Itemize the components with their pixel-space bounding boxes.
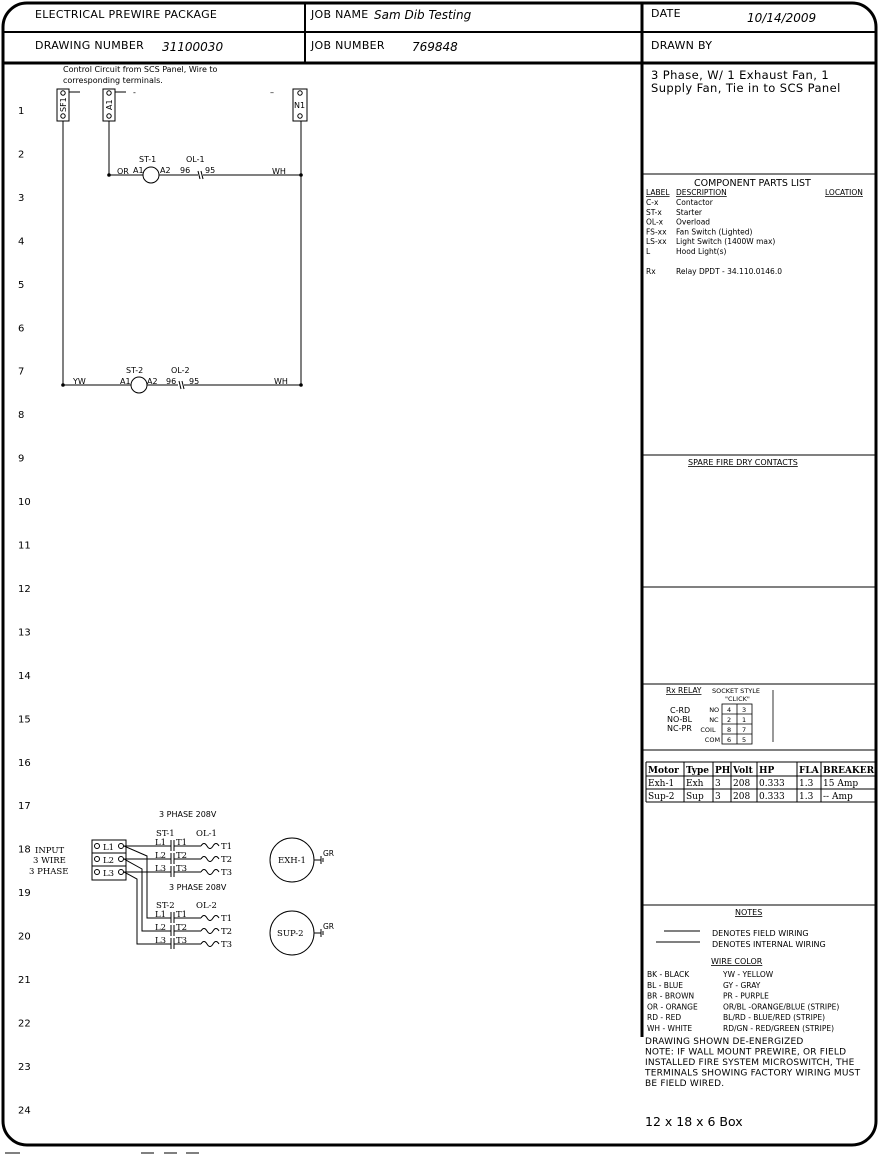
- rung1-starter: ST-1: [139, 155, 157, 164]
- line-label: L2: [155, 923, 167, 933]
- row-number: 11: [18, 540, 31, 552]
- motor-table-cell: 1.3: [799, 792, 814, 802]
- components-title: COMPONENT PARTS LIST: [694, 178, 811, 189]
- row-number: 3: [18, 192, 25, 204]
- rung2-starter: ST-2: [126, 366, 144, 375]
- load-label: T3: [176, 864, 188, 874]
- ground-sup-label: GR: [323, 922, 335, 931]
- relay-row-name: NO: [709, 706, 720, 714]
- relay-socket-style: SOCKET STYLE: [712, 687, 760, 695]
- spare-contacts-title: SPARE FIRE DRY CONTACTS: [688, 458, 798, 467]
- motor-table-cell: 0.333: [759, 792, 785, 802]
- component-label: LS-xx: [646, 237, 667, 247]
- components-col-label: LABEL: [646, 188, 670, 197]
- supply-bottom: 3 PHASE 208V: [169, 883, 227, 892]
- row-number: 7: [18, 366, 25, 378]
- row-number: 8: [18, 410, 25, 422]
- row-number: 17: [18, 801, 31, 813]
- control-note-line-1: Control Circuit from SCS Panel, Wire to: [63, 65, 218, 74]
- job-number: 769848: [412, 40, 458, 54]
- rung2-a2: A2: [147, 377, 158, 386]
- rung1-wire-right: WH: [272, 167, 286, 176]
- ol2-label: OL-2: [196, 901, 217, 911]
- relay-left-3: NC-PR: [667, 724, 692, 733]
- motor-table-header: BREAKER: [823, 766, 875, 776]
- component-label: ST-x: [646, 207, 662, 217]
- rung2-contact-95: 95: [189, 377, 200, 386]
- st2-label: ST-2: [156, 901, 175, 911]
- row-number: 18: [18, 844, 31, 856]
- box-size: 12 x 18 x 6 Box: [645, 1114, 743, 1129]
- wire-color-left: WH - WHITE: [647, 1024, 693, 1033]
- bottom-note-line: DRAWING SHOWN DE-ENERGIZED: [645, 1037, 804, 1047]
- relay-row-name: NC: [709, 716, 719, 724]
- row-number: 2: [18, 149, 25, 161]
- row-number: 22: [18, 1018, 31, 1030]
- bottom-note-line: INSTALLED FIRE SYSTEM MICROSWITCH, THE: [645, 1058, 855, 1068]
- drawing-number-label: DRAWING NUMBER: [35, 39, 145, 52]
- terminal-a1-dash: -: [133, 88, 136, 97]
- job-number-label: JOB NUMBER: [311, 39, 385, 52]
- component-description: Relay DPDT - 34.110.0146.0: [676, 267, 782, 276]
- row-number: 13: [18, 627, 31, 639]
- component-label: C-x: [646, 198, 659, 207]
- component-description: Light Switch (1400W max): [676, 237, 776, 247]
- line-label: L2: [155, 851, 167, 861]
- overload-terminal-label: T1: [221, 914, 233, 924]
- control-note-line-2: corresponding terminals.: [63, 76, 163, 85]
- input-label-3: 3 PHASE: [29, 867, 69, 877]
- wire-color-left: OR - ORANGE: [647, 1002, 698, 1012]
- ol1-label: OL-1: [196, 829, 217, 839]
- control-circuit: [57, 89, 307, 393]
- drawing-number: 31100030: [162, 40, 224, 54]
- wire-color-left: BR - BROWN: [647, 991, 695, 1001]
- terminal-n1-dash: –: [270, 88, 274, 97]
- component-description: Hood Light(s): [676, 247, 727, 256]
- relay-pin-b: 5: [742, 736, 747, 744]
- motor-table-cell: Sup-2: [648, 792, 675, 802]
- motor-table-header: Volt: [733, 766, 753, 776]
- drawn-by-label: DRAWN BY: [651, 39, 713, 52]
- motor-table-cell: 15 Amp: [823, 779, 859, 789]
- wire-color-left: RD - RED: [647, 1013, 682, 1023]
- relay-pin-b: 7: [742, 726, 747, 734]
- title-block-grid: [3, 3, 876, 1037]
- relay-rows: [700, 706, 746, 744]
- input-label-2: 3 WIRE: [33, 856, 66, 866]
- package-title: ELECTRICAL PREWIRE PACKAGE: [35, 8, 218, 21]
- input-terminal-l3: L3: [103, 869, 115, 879]
- motor-table-cell: 1.3: [799, 779, 814, 789]
- components-col-location: LOCATION: [825, 188, 863, 197]
- job-name-label: JOB NAME: [311, 8, 369, 21]
- bottom-note-line: TERMINALS SHOWING FACTORY WIRING MUST: [645, 1068, 861, 1079]
- motor-table-cell: 208: [733, 779, 751, 789]
- overload-terminal-label: T3: [221, 940, 233, 950]
- wire-color-left: BK - BLACK: [647, 970, 690, 979]
- motor-sup-label: SUP-2: [277, 929, 304, 939]
- motor-table-cell: Exh: [686, 779, 704, 789]
- load-label: T1: [176, 838, 188, 848]
- ground-exh-label: GR: [323, 849, 335, 858]
- line-label: L3: [155, 936, 167, 946]
- wire-color-right: BL/RD - BLUE/RED (STRIPE): [723, 1013, 826, 1023]
- wire-color-title: WIRE COLOR: [711, 957, 763, 966]
- relay-pin-a: 4: [727, 706, 732, 714]
- description-line-2: Supply Fan, Tie in to SCS Panel: [651, 81, 841, 95]
- overload-terminal-label: T2: [221, 927, 233, 937]
- motor-table-header: Type: [686, 766, 709, 776]
- terminal-a1-label: A1: [105, 99, 114, 110]
- bottom-note: [644, 1037, 861, 1089]
- relay-pin-a: 6: [727, 736, 732, 744]
- component-description: Contactor: [676, 198, 713, 207]
- st1-line-labels: [155, 838, 232, 950]
- relay-row-name: COIL: [700, 726, 716, 734]
- job-name: Sam Dib Testing: [374, 8, 472, 22]
- relay-socket-type: "CLICK": [725, 695, 750, 703]
- relay-pin-a: 2: [727, 716, 732, 724]
- overload-terminal-label: T2: [221, 855, 233, 865]
- rung2-contact-96: 96: [166, 377, 177, 386]
- row-number: 5: [18, 279, 25, 291]
- row-number: 9: [18, 453, 25, 465]
- component-description: Fan Switch (Lighted): [676, 227, 753, 237]
- motor-table-cell: 3: [715, 792, 721, 802]
- load-label: T3: [176, 936, 188, 946]
- motor-table-cell: -- Amp: [823, 792, 853, 802]
- rung1-contact-96: 96: [180, 166, 191, 175]
- wire-color-left: BL - BLUE: [647, 980, 683, 990]
- load-label: T2: [176, 923, 188, 933]
- relay-pin-b: 1: [742, 716, 747, 724]
- component-description: Overload: [676, 217, 711, 227]
- relay-row-name: COM: [704, 736, 721, 744]
- line-label: L1: [155, 910, 167, 920]
- rung1-overload: OL-1: [186, 155, 205, 164]
- rung2-overload: OL-2: [171, 366, 190, 375]
- rung1-wire-left: OR: [117, 167, 129, 176]
- relay-title: Rx RELAY: [666, 686, 702, 695]
- date-label: DATE: [651, 7, 681, 20]
- line-label: L1: [155, 838, 167, 848]
- junction-dots: [61, 173, 303, 387]
- rung1-contact-95: 95: [205, 166, 216, 175]
- motor-table-cell: Exh-1: [648, 779, 675, 789]
- relay-left-2: NO-BL: [667, 715, 693, 724]
- row-number: 6: [18, 323, 25, 335]
- row-number: 24: [18, 1105, 31, 1117]
- wire-color-right: OR/BL -ORANGE/BLUE (STRIPE): [723, 1002, 840, 1012]
- terminal-sf1-label: SF1: [59, 97, 68, 112]
- row-number: 19: [18, 888, 31, 900]
- motor-table-cell: Sup: [686, 792, 704, 802]
- rung1-a1: A1: [133, 166, 144, 175]
- wire-color-right: RD/GN - RED/GREEN (STRIPE): [723, 1024, 835, 1033]
- date-value: 10/14/2009: [747, 11, 817, 25]
- row-number: 15: [18, 714, 31, 726]
- row-number: 10: [18, 497, 31, 509]
- row-numbers: [18, 106, 31, 1116]
- row-number: 12: [18, 583, 31, 595]
- row-number: 21: [18, 975, 31, 986]
- motor-table-cell: 0.333: [759, 779, 785, 789]
- line-label: L3: [155, 864, 167, 874]
- motor-table: [646, 762, 875, 802]
- component-label: OL-x: [646, 217, 664, 227]
- components-col-description: DESCRIPTION: [676, 188, 727, 197]
- motor-table-header: Motor: [648, 766, 679, 776]
- component-description: Starter: [676, 207, 703, 217]
- row-number: 20: [18, 931, 31, 943]
- relay-pin-a: 8: [727, 726, 732, 734]
- overload-terminal-label: T1: [221, 842, 233, 852]
- motor-table-header: PH: [715, 766, 731, 776]
- wire-colors: [647, 970, 839, 1033]
- motor-table-header: FLA: [799, 766, 819, 776]
- rung2-wire-right: WH: [274, 377, 288, 386]
- wire-color-right: GY - GRAY: [723, 980, 761, 990]
- wire-color-right: PR - PURPLE: [723, 991, 769, 1001]
- st1-label: ST-1: [156, 829, 175, 839]
- rung1-a2: A2: [160, 166, 171, 175]
- supply-top: 3 PHASE 208V: [159, 810, 217, 819]
- relay-left-1: C-RD: [670, 706, 691, 715]
- component-label: FS-xx: [646, 227, 667, 237]
- notes-title: NOTES: [735, 908, 763, 917]
- load-label: T1: [176, 910, 188, 920]
- rung2-wire-left: YW: [73, 377, 86, 386]
- input-label-1: INPUT: [35, 846, 65, 856]
- overload-terminal-label: T3: [221, 868, 233, 878]
- row-number: 23: [18, 1061, 31, 1073]
- motor-table-cell: 208: [733, 792, 751, 802]
- row-number: 4: [18, 236, 25, 248]
- components-list: [646, 198, 782, 276]
- bottom-note-line: BE FIELD WIRED.: [645, 1079, 725, 1089]
- motor-table-header: HP: [759, 766, 775, 776]
- load-label: T2: [176, 851, 188, 861]
- relay-pin-b: 3: [742, 706, 747, 714]
- component-label: Rx: [646, 267, 656, 276]
- input-terminal-l2: L2: [103, 856, 115, 866]
- component-label: L: [646, 247, 651, 256]
- description-line-1: 3 Phase, W/ 1 Exhaust Fan, 1: [651, 68, 830, 82]
- rung2-a1: A1: [120, 377, 131, 386]
- field-wiring-text: DENOTES FIELD WIRING: [712, 929, 809, 938]
- internal-wiring-text: DENOTES INTERNAL WIRING: [712, 940, 826, 949]
- terminal-n1-label: N1: [294, 101, 306, 110]
- bottom-note-line: NOTE: IF WALL MOUNT PREWIRE, OR FIELD: [645, 1047, 847, 1058]
- input-terminal-l1: L1: [103, 843, 115, 853]
- motor-table-cell: 3: [715, 779, 721, 789]
- row-number: 1: [18, 106, 25, 117]
- row-number: 16: [18, 757, 31, 769]
- row-number: 14: [18, 670, 31, 682]
- motor-exh-label: EXH-1: [278, 856, 306, 866]
- wire-color-right: YW - YELLOW: [723, 970, 774, 979]
